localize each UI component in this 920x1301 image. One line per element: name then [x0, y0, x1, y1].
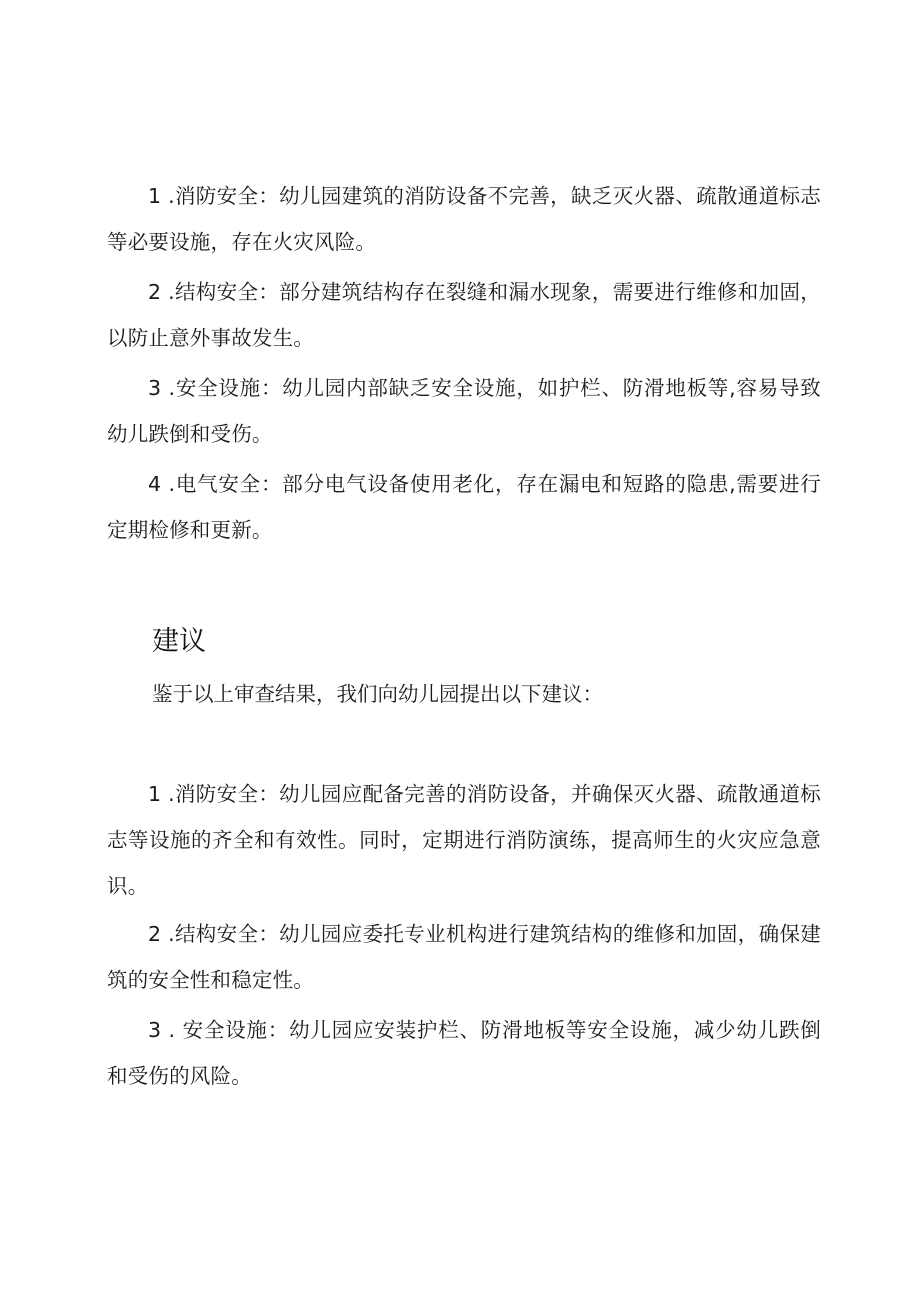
suggestions-list-item [107, 771, 821, 909]
suggestion-safety-facilities: 3 . 安全设施：幼儿园应安装护栏、防滑地板等安全设施，减少幼儿跌倒和受伤的风险。 [107, 1018, 821, 1088]
issue-structural-safety: 2 .结构安全：部分建筑结构存在裂缝和漏水现象，需要进行维修和加固，以防止意外事故发生。 [107, 280, 821, 350]
suggestion-structural-safety: 2 .结构安全：幼儿园应委托专业机构进行建筑结构的维修和加固，确保建筑的安全性和稳定性。 [107, 922, 821, 992]
issue-safety-facilities: 3 .安全设施：幼儿园内部缺乏安全设施，如护栏、防滑地板等,容易导致幼儿跌倒和受伤。 [107, 376, 821, 446]
suggestion-fire-safety: 1 .消防安全：幼儿园应配备完善的消防设备，并确保灭火器、疏散通道标志等设施的齐全和有效性。同时，定期进行消防演练，提高师生的火灾应急意识。 [107, 782, 821, 898]
issues-list-item [107, 461, 821, 553]
section-heading-suggestions: 建议 [152, 626, 206, 657]
suggestions-intro: 鉴于以上审查结果，我们向幼儿园提出以下建议： [152, 682, 603, 706]
suggestions-list-item [107, 1007, 821, 1099]
issues-list [107, 173, 821, 265]
issues-list-item [107, 269, 821, 361]
issue-fire-safety: 1 .消防安全：幼儿园建筑的消防设备不完善，缺乏灭火器、疏散通道标志等必要设施，存在火灾风险。 [107, 184, 821, 254]
issues-list-item [107, 365, 821, 457]
suggestions-list-item [107, 911, 821, 1003]
issue-electrical-safety: 4 .电气安全：部分电气设备使用老化，存在漏电和短路的隐患,需要进行定期检修和更新。 [107, 472, 821, 542]
